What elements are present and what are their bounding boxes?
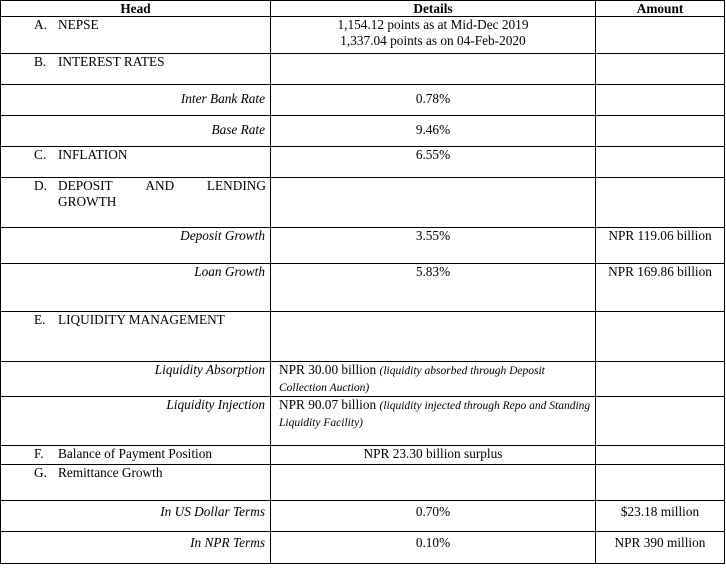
row-letter: A.	[34, 17, 47, 32]
details-cell	[271, 312, 596, 362]
head-cell	[1, 465, 271, 501]
details-value: 0.10%	[271, 532, 596, 564]
row-letter: G.	[34, 465, 47, 480]
label-word: LENDING	[206, 178, 266, 193]
head-cell	[1, 17, 271, 54]
head-column-header: Head	[1, 1, 271, 17]
amount-cell	[596, 147, 725, 178]
sub-label: In US Dollar Terms	[1, 501, 271, 532]
amount-cell	[596, 17, 725, 54]
row-label-line-1	[34, 178, 270, 194]
amount-value: NPR 169.86 billion	[596, 264, 725, 312]
details-value: 0.78%	[271, 85, 596, 116]
amount-cell	[596, 116, 725, 147]
sub-label: Liquidity Absorption	[1, 362, 271, 397]
details-value: NPR 90.07 billion	[279, 397, 377, 412]
label-word: DEPOSIT	[58, 178, 113, 193]
nepse-mid-dec: 1,154.12 points as at Mid-Dec 2019	[337, 17, 529, 32]
details-value: 3.55%	[271, 228, 596, 264]
sub-label: In NPR Terms	[1, 532, 271, 564]
header-row	[1, 1, 725, 17]
details-cell	[271, 178, 596, 228]
table-row-liquidity-absorption	[1, 362, 725, 397]
table-row-interest-rates	[1, 54, 725, 85]
head-cell	[1, 54, 271, 85]
details-column-header: Details	[271, 1, 596, 17]
amount-cell	[596, 446, 725, 465]
row-letter: C.	[34, 147, 47, 162]
sub-label: Liquidity Injection	[1, 397, 271, 446]
table-row-inflation	[1, 147, 725, 178]
table-row-usd-terms	[1, 501, 725, 532]
amount-cell	[596, 178, 725, 228]
amount-value: NPR 119.06 billion	[596, 228, 725, 264]
sub-label: Base Rate	[1, 116, 271, 147]
amount-value: NPR 390 million	[596, 532, 725, 564]
details-cell	[271, 397, 596, 446]
table-row-liquidity-injection	[1, 397, 725, 446]
row-label: Balance of Payment Position	[58, 446, 212, 461]
details-value: NPR 30.00 billion	[279, 362, 377, 377]
details-cell	[271, 17, 596, 54]
details-value: 5.83%	[271, 264, 596, 312]
row-label: INFLATION	[58, 147, 128, 162]
sub-label: Inter Bank Rate	[1, 85, 271, 116]
row-letter: B.	[34, 54, 47, 69]
table-row-base-rate	[1, 116, 725, 147]
amount-cell	[596, 397, 725, 446]
details-value: 0.70%	[271, 501, 596, 532]
label-word: AND	[145, 178, 175, 193]
sub-label: Loan Growth	[1, 264, 271, 312]
row-label: Remittance Growth	[58, 465, 163, 480]
table-row-npr-terms	[1, 532, 725, 564]
head-cell	[1, 312, 271, 362]
table-row-remittance	[1, 465, 725, 501]
table-row-loan-growth	[1, 264, 725, 312]
amount-cell	[596, 362, 725, 397]
row-label: LIQUIDITY MANAGEMENT	[58, 312, 225, 327]
head-cell	[1, 147, 271, 178]
amount-cell	[596, 465, 725, 501]
details-cell	[271, 54, 596, 85]
details-cell	[271, 465, 596, 501]
row-label: INTEREST RATES	[58, 54, 165, 69]
row-letter: D.	[34, 178, 47, 193]
row-letter: E.	[34, 312, 46, 327]
row-label-line-2: GROWTH	[58, 194, 117, 209]
sub-label: Deposit Growth	[1, 228, 271, 264]
amount-cell	[596, 54, 725, 85]
table-row-deposit-growth	[1, 228, 725, 264]
details-value: 6.55%	[271, 147, 596, 178]
details-cell	[271, 362, 596, 397]
amount-column-header: Amount	[596, 1, 725, 17]
table-row-deposit-lending	[1, 178, 725, 228]
nepse-feb: 1,337.04 points as on 04-Feb-2020	[340, 33, 526, 48]
details-value: NPR 23.30 billion surplus	[271, 446, 596, 465]
details-note: (liquidity absorbed through Deposit Collection Auction)	[279, 365, 545, 394]
amount-cell	[596, 312, 725, 362]
row-letter: F.	[34, 446, 44, 461]
head-cell	[1, 446, 271, 465]
table-row-balance-of-payment	[1, 446, 725, 465]
details-value: 9.46%	[271, 116, 596, 147]
row-label: NEPSE	[58, 17, 99, 32]
head-cell	[1, 178, 271, 228]
amount-value: $23.18 million	[596, 501, 725, 532]
table-row-nepse	[1, 17, 725, 54]
details-note: (liquidity injected through Repo and Standing Liquidity Facility)	[279, 400, 591, 429]
table-row-liquidity	[1, 312, 725, 362]
amount-cell	[596, 85, 725, 116]
table-row-interbank	[1, 85, 725, 116]
